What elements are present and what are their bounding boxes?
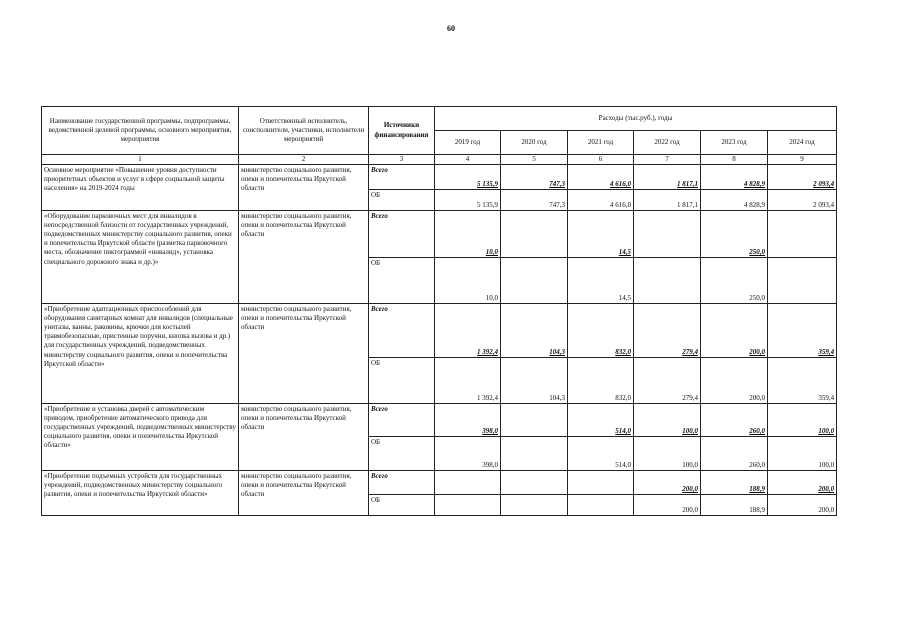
source-ob-label: ОБ [369, 437, 435, 471]
column-number: 2 [239, 155, 369, 165]
column-number: 6 [568, 155, 634, 165]
ob-value: 398,0 [435, 437, 501, 471]
ob-value: 832,0 [568, 358, 634, 404]
source-total-label: Всего [369, 165, 435, 190]
total-value: 100,0 [634, 404, 701, 437]
total-value: 188,9 [701, 471, 768, 495]
total-value: 104,3 [501, 304, 568, 358]
measure-name: «Приобретение адаптационных приспособлений для оборудования санитарных комнат для инвалидов (специальные унитазы, ванны, раковины, крючки для костылей травмобезопасные, пристенные поручни, кнопка вызова и др.) для государственных учреждений, подведомственных министерству социального развития, опеки и попечительства Иркутской области» [42, 304, 239, 404]
total-value: 279,4 [634, 304, 701, 358]
ob-value: 5 135,9 [435, 190, 501, 211]
total-value [501, 211, 568, 258]
measure-name: Основное мероприятие «Повышение уровня доступности приоритетных объектов и услуг в сфере социальной защиты населения» на 2019-2024 годы [42, 165, 239, 211]
column-number: 9 [768, 155, 837, 165]
source-ob-label: ОБ [369, 358, 435, 404]
total-value: 14,5 [568, 211, 634, 258]
total-value [768, 211, 837, 258]
ob-value: 10,0 [435, 258, 501, 304]
total-value: 4 828,9 [701, 165, 768, 190]
ob-value: 1 817,1 [634, 190, 701, 211]
ob-value: 514,0 [568, 437, 634, 471]
ob-value: 359,4 [768, 358, 837, 404]
page-number: 60 [447, 24, 455, 33]
ob-value: 279,4 [634, 358, 701, 404]
measure-name: «Приобретение и установка дверей с автоматическим приводом, приобретение автоматического привода для государственных учреждений, подведомственных министерству социального развития, опеки и попечительства Иркутской области» [42, 404, 239, 471]
table-row [42, 211, 837, 258]
responsible-executor: министерство социального развития, опеки и попечительства Иркутской области [239, 404, 369, 471]
total-value: 4 616,0 [568, 165, 634, 190]
ob-value: 4 828,9 [701, 190, 768, 211]
column-number-row [42, 155, 837, 165]
ob-value: 2 093,4 [768, 190, 837, 211]
source-total-label: Всего [369, 471, 435, 495]
ob-value [501, 495, 568, 516]
total-value [501, 404, 568, 437]
ob-value [435, 495, 501, 516]
column-number: 7 [634, 155, 701, 165]
header-name: Наименование государственной программы, подпрограммы, ведомственной целевой программы, основного мероприятия, мероприятия [42, 107, 239, 155]
table-row [42, 404, 837, 437]
table-header [42, 107, 837, 165]
source-ob-label: ОБ [369, 258, 435, 304]
column-number: 1 [42, 155, 239, 165]
total-value: 200,0 [768, 471, 837, 495]
ob-value: 104,3 [501, 358, 568, 404]
header-year: 2020 год [501, 131, 568, 155]
header-year: 2023 год [701, 131, 768, 155]
total-value: 359,4 [768, 304, 837, 358]
ob-value [568, 495, 634, 516]
column-number: 4 [435, 155, 501, 165]
total-value: 250,0 [701, 211, 768, 258]
total-value: 398,0 [435, 404, 501, 437]
responsible-executor: министерство социального развития, опеки и попечительства Иркутской области [239, 165, 369, 211]
ob-value: 100,0 [768, 437, 837, 471]
budget-table [41, 106, 837, 516]
total-value [568, 471, 634, 495]
header-year: 2022 год [634, 131, 701, 155]
ob-value: 260,0 [701, 437, 768, 471]
header-expenses: Расходы (тыс.руб.), годы [435, 107, 837, 131]
table-body [42, 165, 837, 516]
source-total-label: Всего [369, 211, 435, 258]
ob-value: 14,5 [568, 258, 634, 304]
responsible-executor: министерство социального развития, опеки и попечительства Иркутской области [239, 304, 369, 404]
ob-value [501, 258, 568, 304]
ob-value [768, 258, 837, 304]
measure-name: «Оборудование парковочных мест для инвалидов в непосредственной близости от государственных учреждений, подведомственных министерству социального развития, опеки и попечительства Иркутской области (разметка парковочного места, обозначение пиктограммой «инвалид», установка специального дорожного знака и др.)» [42, 211, 239, 304]
table-row [42, 165, 837, 190]
header-source: Источники финансирования [369, 107, 435, 155]
total-value: 100,0 [768, 404, 837, 437]
ob-value: 188,9 [701, 495, 768, 516]
total-value: 747,3 [501, 165, 568, 190]
total-value: 260,0 [701, 404, 768, 437]
header-responsible: Ответственный исполнитель, соисполнители, участники, исполнители мероприятий [239, 107, 369, 155]
measure-name: «Приобретение подъемных устройств для государственных учреждений, подведомственных министерству социального развития, опеки и попечительства Иркутской области» [42, 471, 239, 516]
total-value [501, 471, 568, 495]
ob-value: 250,0 [701, 258, 768, 304]
source-ob-label: ОБ [369, 495, 435, 516]
responsible-executor: министерство социального развития, опеки и попечительства Иркутской области [239, 471, 369, 516]
ob-value: 200,0 [701, 358, 768, 404]
total-value: 1 817,1 [634, 165, 701, 190]
source-total-label: Всего [369, 404, 435, 437]
total-value: 514,0 [568, 404, 634, 437]
total-value: 832,0 [568, 304, 634, 358]
total-value: 200,0 [634, 471, 701, 495]
ob-value [501, 437, 568, 471]
ob-value: 4 616,0 [568, 190, 634, 211]
total-value [634, 211, 701, 258]
header-year: 2019 год [435, 131, 501, 155]
source-ob-label: ОБ [369, 190, 435, 211]
ob-value: 200,0 [768, 495, 837, 516]
responsible-executor: министерство социального развития, опеки и попечительства Иркутской области [239, 211, 369, 304]
ob-value: 1 392,4 [435, 358, 501, 404]
column-number: 3 [369, 155, 435, 165]
total-value: 10,0 [435, 211, 501, 258]
column-number: 5 [501, 155, 568, 165]
total-value: 5 135,9 [435, 165, 501, 190]
ob-value [634, 258, 701, 304]
ob-value: 100,0 [634, 437, 701, 471]
ob-value: 747,3 [501, 190, 568, 211]
table-row [42, 304, 837, 358]
ob-value: 200,0 [634, 495, 701, 516]
column-number: 8 [701, 155, 768, 165]
table-row [42, 471, 837, 495]
total-value: 2 093,4 [768, 165, 837, 190]
total-value: 1 392,4 [435, 304, 501, 358]
header-year: 2021 год [568, 131, 634, 155]
total-value [435, 471, 501, 495]
header-year: 2024 год [768, 131, 837, 155]
total-value: 200,0 [701, 304, 768, 358]
source-total-label: Всего [369, 304, 435, 358]
